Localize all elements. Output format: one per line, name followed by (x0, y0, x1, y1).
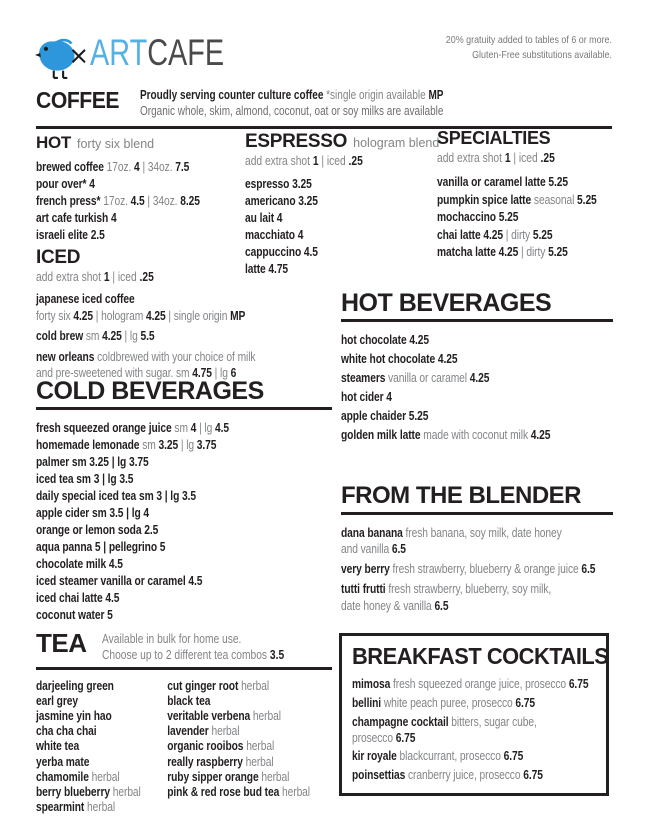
text-segment: 4 (134, 160, 140, 174)
text-segment: iced tea sm 3 | lg 3.5 (36, 471, 134, 486)
divider (341, 319, 613, 322)
menu-item (36, 291, 341, 324)
menu-item (341, 389, 613, 406)
text-segment: japanese iced coffee (36, 292, 135, 306)
menu-item (341, 427, 613, 444)
text-segment: 6.75 (395, 730, 416, 745)
text-segment: lg (220, 366, 231, 380)
text-segment: MP (428, 88, 444, 102)
section-from-the-blender-title: FROM THE BLENDER (341, 482, 581, 509)
menu-item (437, 192, 648, 209)
section-specialties-title: SPECIALTIES (437, 128, 551, 148)
menu-item (341, 370, 613, 387)
text-segment: yerba mate (36, 754, 90, 769)
section-iced-items (36, 291, 341, 382)
menu-item (36, 454, 332, 471)
text-segment: apple cider sm 3.5 | lg 4 (36, 505, 150, 520)
text-segment: iced chai latte 4.5 (36, 590, 120, 605)
text-segment: herbal (246, 739, 275, 754)
text-segment: iced steamer vanilla or caramel 4.5 (36, 573, 203, 588)
text-segment: 4.75 (192, 366, 212, 380)
section-specialties (437, 128, 648, 262)
section-tea-note-line2 (102, 647, 291, 663)
text-segment: fresh banana, soy milk, date honey (405, 525, 562, 540)
text-segment: chocolate milk 4.5 (36, 556, 123, 571)
text-segment: americano 3.25 (245, 194, 318, 208)
text-segment: and pre-sweetened with sugar. sm (36, 366, 193, 380)
text-segment: 6.5 (391, 542, 406, 556)
text-segment: blackcurrant, prosecco (399, 749, 504, 764)
logo-wordmark (90, 32, 224, 74)
text-segment: herbal (87, 800, 116, 815)
menu-item (36, 785, 167, 800)
text-segment: sm (174, 420, 191, 435)
text-segment: | (144, 194, 153, 208)
text-segment: 1 (312, 154, 319, 168)
text-segment: daily special iced tea sm 3 | lg 3.5 (36, 488, 197, 503)
text-segment: new orleans (36, 349, 98, 364)
text-segment: Choose up to 2 different tea combos (101, 648, 270, 662)
text-segment: hologram (101, 308, 146, 323)
menu-item (36, 573, 332, 590)
text-segment: | (109, 270, 118, 284)
text-segment: dirty (511, 227, 533, 242)
menu-item (167, 755, 336, 770)
text-segment: | (510, 151, 519, 165)
menu-item (36, 328, 341, 345)
menu-item (437, 244, 648, 261)
menu-item (36, 590, 332, 607)
text-segment: 6.5 (434, 598, 449, 613)
divider (341, 512, 613, 515)
section-espresso-note: hologram blend (353, 136, 440, 150)
text-segment: made with coconut milk (423, 427, 531, 442)
menu-item (167, 679, 336, 694)
text-segment: *single origin available (326, 88, 429, 102)
text-segment: iced (518, 151, 541, 165)
text-segment: darjeeling green (36, 678, 114, 693)
section-specialties-header (437, 128, 648, 148)
text-segment: fresh strawberry, blueberry & orange juice (392, 562, 582, 576)
text-segment: latte 4.75 (245, 262, 289, 276)
menu-item (36, 556, 332, 573)
text-segment: | (121, 329, 130, 343)
text-segment: berry blueberry (36, 784, 113, 799)
text-segment: 17oz. (103, 194, 131, 208)
section-hot-title: HOT (36, 133, 71, 152)
text-segment: chai latte 4.25 (437, 227, 504, 242)
text-segment: dana banana (341, 525, 406, 540)
section-hot-note: forty six blend (76, 137, 155, 151)
menu-item (352, 676, 596, 692)
tea-column-2 (167, 679, 336, 816)
section-from-the-blender-items (341, 525, 631, 615)
section-breakfast-cocktails (339, 633, 609, 796)
section-tea-header (36, 629, 332, 663)
text-segment: 5.25 (548, 245, 568, 259)
coffee-subtitle-line2: Organic whole, skim, almond, coconut, oat or soy milks are available (140, 103, 444, 118)
text-segment: .25 (540, 151, 555, 165)
section-hot-beverages-title: HOT BEVERAGES (341, 289, 552, 317)
divider (36, 407, 332, 410)
coffee-subtitle-line1 (140, 88, 484, 104)
text-segment: 1 (504, 151, 511, 165)
text-segment: herbal (245, 754, 274, 769)
menu-item (437, 227, 648, 244)
text-segment: add extra shot (36, 270, 104, 284)
logo (34, 28, 262, 80)
text-segment: prosecco (352, 730, 396, 745)
text-segment: really raspberry (167, 754, 246, 769)
text-segment: | (518, 245, 527, 259)
text-segment: 4 (190, 420, 197, 435)
text-segment: herbal (261, 769, 290, 784)
menu-item (36, 159, 261, 176)
text-segment: mimosa (352, 677, 394, 691)
text-segment: cold brew (36, 329, 86, 343)
menu-item (341, 408, 613, 425)
menu-item (245, 227, 440, 244)
text-segment: iced (117, 270, 140, 284)
text-segment: 4.25 (102, 329, 122, 343)
coffee-title: COFFEE (36, 87, 120, 113)
text-segment: black tea (167, 693, 211, 708)
text-segment: earl grey (36, 693, 78, 708)
text-segment: add extra shot (245, 154, 313, 168)
text-segment: herbal (91, 769, 120, 784)
text-segment: french press* (36, 194, 104, 208)
menu-item (36, 770, 167, 785)
menu-item (36, 679, 167, 694)
menu-item (341, 561, 631, 578)
section-hot-beverages (341, 290, 613, 446)
menu-item (36, 800, 167, 815)
text-segment: 3.75 (196, 437, 217, 452)
text-segment: brewed coffee (36, 160, 107, 174)
text-segment: | (503, 227, 512, 242)
text-segment: | (196, 420, 205, 435)
text-segment: | (178, 437, 187, 452)
text-segment: vanilla or caramel (388, 370, 470, 385)
text-segment: vanilla or caramel latte 5.25 (437, 175, 568, 189)
menu-item (245, 176, 440, 193)
section-hot-items (36, 159, 261, 244)
text-segment: art cafe turkish 4 (36, 211, 117, 225)
text-segment: very berry (341, 562, 393, 576)
text-segment: 3.25 (158, 437, 179, 452)
menu-item (36, 420, 332, 437)
text-segment: herbal (252, 708, 281, 723)
text-segment: .25 (348, 154, 363, 168)
section-from-the-blender (341, 483, 613, 618)
text-segment: apple chaider 5.25 (341, 408, 429, 423)
text-segment: orange or lemon soda 2.5 (36, 522, 159, 537)
section-tea-note-line1: Available in bulk for home use. (101, 632, 241, 646)
text-segment: jasmine yin hao (36, 708, 112, 723)
text-segment: coconut water 5 (36, 607, 113, 622)
text-segment: 4.25 (469, 370, 490, 385)
text-segment: 7.5 (175, 160, 190, 174)
text-segment: cha cha chai (36, 724, 97, 739)
section-specialties-extra-shot-note (437, 150, 648, 166)
text-segment: iced (326, 154, 349, 168)
section-cold-beverages-title: COLD BEVERAGES (36, 377, 264, 405)
text-segment: hot chocolate 4.25 (341, 332, 429, 347)
menu-item (437, 174, 648, 191)
logo-cafe-text: CAFE (147, 31, 225, 73)
text-segment: 34oz. (147, 160, 176, 174)
menu-item (36, 607, 332, 624)
text-segment: .25 (139, 270, 154, 284)
text-segment: 4.25 (73, 308, 93, 323)
text-segment: 4.5 (215, 420, 230, 435)
menu-item (36, 437, 332, 454)
text-segment: sm (85, 329, 103, 343)
menu-item (167, 709, 336, 724)
text-segment: 1 (103, 270, 110, 284)
text-segment: pumpkin spice latte (437, 192, 534, 207)
menu-item (36, 193, 261, 210)
section-breakfast-cocktails-title: BREAKFAST COCKTAILS (352, 643, 609, 669)
text-segment: spearmint (36, 800, 88, 815)
menu-item (167, 739, 336, 754)
text-segment: cappuccino 4.5 (245, 245, 318, 259)
text-segment: Proudly serving counter culture coffee (140, 88, 327, 102)
text-segment: fresh squeezed orange juice, prosecco (393, 677, 569, 691)
menu-item (36, 505, 332, 522)
text-segment: fresh strawberry, blueberry, soy milk, (388, 582, 552, 596)
menu-item (36, 539, 332, 556)
text-segment: 6.75 (515, 695, 536, 710)
section-espresso-title: ESPRESSO (245, 131, 348, 152)
text-segment: 4.25 (530, 427, 551, 442)
text-segment: pink & red rose bud tea (167, 784, 282, 799)
section-tea-notes (102, 629, 291, 663)
tea-column-1 (36, 679, 167, 816)
text-segment: poinsettias (352, 768, 408, 783)
coffee-header (36, 87, 612, 119)
text-segment: espresso 3.25 (245, 177, 312, 191)
text-segment: aqua panna 5 | pellegrino 5 (36, 539, 166, 554)
text-segment: 4.25 (145, 308, 166, 323)
section-iced-header (36, 247, 408, 268)
menu-item (167, 770, 336, 785)
section-iced-title: ICED (36, 247, 81, 268)
menu-item (341, 332, 613, 349)
section-tea-columns (36, 679, 336, 816)
section-tea-title: TEA (36, 628, 87, 658)
text-segment: date honey & vanilla (341, 598, 435, 613)
text-segment: herbal (282, 784, 311, 799)
text-segment: single origin (173, 308, 231, 323)
text-segment: 5.25 (532, 227, 553, 242)
text-segment: add extra shot (437, 151, 505, 165)
text-segment: 4.5 (130, 194, 145, 208)
text-segment: 17oz. (106, 160, 135, 174)
menu-item (36, 739, 167, 754)
menu-item (36, 522, 332, 539)
text-segment: | (139, 160, 148, 174)
menu-item (437, 209, 648, 226)
policy-notes (391, 33, 612, 63)
gratuity-note: 20% gratuity added to tables of 6 or more. (445, 34, 612, 46)
section-specialties-items (437, 174, 648, 261)
text-segment: 6.75 (568, 677, 589, 691)
logo-art-text: ART (90, 31, 148, 73)
text-segment: seasonal (533, 192, 578, 207)
bird-icon (34, 28, 86, 80)
section-cold-beverages-items (36, 420, 332, 624)
menu-item (352, 767, 596, 783)
text-segment: white hot chocolate 4.25 (341, 351, 458, 366)
text-segment: lavender (167, 724, 212, 739)
text-segment: dirty (526, 245, 549, 259)
text-segment: herbal (112, 784, 141, 799)
text-segment: sm (142, 437, 159, 452)
text-segment: herbal (211, 724, 240, 739)
text-segment: steamers (341, 370, 389, 385)
text-segment: | (165, 308, 174, 323)
text-segment: white tea (36, 739, 80, 754)
text-segment: and vanilla (341, 542, 392, 556)
menu-item (36, 755, 167, 770)
menu-item (36, 488, 332, 505)
menu-item (352, 748, 596, 764)
menu-item (341, 525, 631, 558)
text-segment: 6.5 (581, 562, 596, 576)
gluten-free-note: Gluten-Free substitutions available. (472, 49, 612, 61)
text-segment: 5.25 (577, 192, 597, 207)
menu-item (36, 709, 167, 724)
text-segment: 6.75 (523, 768, 543, 783)
divider (36, 667, 332, 670)
menu-item (36, 176, 261, 193)
text-segment: kir royale (352, 749, 400, 764)
section-iced-extra-shot-note (36, 269, 341, 285)
text-segment: 8.25 (180, 194, 200, 208)
menu-item (352, 695, 596, 711)
text-segment: bellini (352, 695, 384, 710)
text-segment: cut ginger root (167, 678, 242, 693)
text-segment: pour over* 4 (36, 177, 95, 191)
text-segment: organic rooibos (167, 739, 247, 754)
text-segment: | (92, 308, 102, 323)
menu-item (167, 785, 336, 800)
menu-item (36, 694, 167, 709)
menu-item (36, 724, 167, 739)
text-segment: au lait 4 (245, 211, 283, 225)
text-segment: golden milk latte (341, 427, 424, 442)
menu-item (36, 471, 332, 488)
text-segment: lg (204, 420, 216, 435)
text-segment: israeli elite 2.5 (36, 228, 105, 242)
text-segment: champagne cocktail (352, 714, 452, 729)
text-segment: herbal (241, 678, 270, 693)
section-breakfast-cocktails-items (352, 676, 596, 783)
menu-item (352, 714, 596, 746)
section-hot-beverages-items (341, 332, 613, 444)
menu-item (167, 694, 336, 709)
text-segment: macchiato 4 (245, 228, 304, 242)
text-segment: fresh squeezed orange juice (36, 420, 175, 435)
coffee-subtitle (140, 87, 484, 119)
section-tea (36, 629, 332, 815)
text-segment: lg (186, 437, 197, 452)
text-segment: matcha latte 4.25 (437, 245, 519, 259)
text-segment: hot cider 4 (341, 389, 392, 404)
text-segment: 3.5 (269, 648, 284, 662)
text-segment: | (211, 366, 221, 380)
text-segment: white peach puree, prosecco (383, 695, 516, 710)
menu-item (245, 193, 440, 210)
menu-item (167, 724, 336, 739)
menu-item (341, 581, 631, 614)
text-segment: 6.75 (503, 749, 524, 764)
text-segment: veritable verbena (167, 708, 253, 723)
text-segment: bitters, sugar cube, (451, 714, 537, 729)
section-cold-beverages (36, 378, 332, 624)
text-segment: | (318, 154, 327, 168)
menu-item (36, 227, 261, 244)
text-segment: lg (129, 329, 141, 343)
text-segment: 6 (230, 366, 237, 380)
text-segment: forty six (36, 308, 74, 323)
menu-item (341, 351, 613, 368)
text-segment: homemade lemonade (36, 437, 143, 452)
section-espresso-extra-shot-note (245, 153, 440, 169)
text-segment: mochaccino 5.25 (437, 210, 519, 224)
text-segment: 34oz. (152, 194, 181, 208)
menu-item (245, 210, 440, 227)
text-segment: ruby sipper orange (167, 769, 262, 784)
text-segment: palmer sm 3.25 | lg 3.75 (36, 454, 149, 469)
text-segment: tutti frutti (341, 582, 389, 596)
text-segment: cranberry juice, prosecco (407, 768, 524, 783)
menu-item (36, 210, 261, 227)
text-segment: chamomile (36, 769, 92, 784)
text-segment: 5.5 (140, 329, 155, 343)
text-segment: coldbrewed with your choice of milk (97, 349, 256, 364)
text-segment: MP (230, 308, 246, 323)
